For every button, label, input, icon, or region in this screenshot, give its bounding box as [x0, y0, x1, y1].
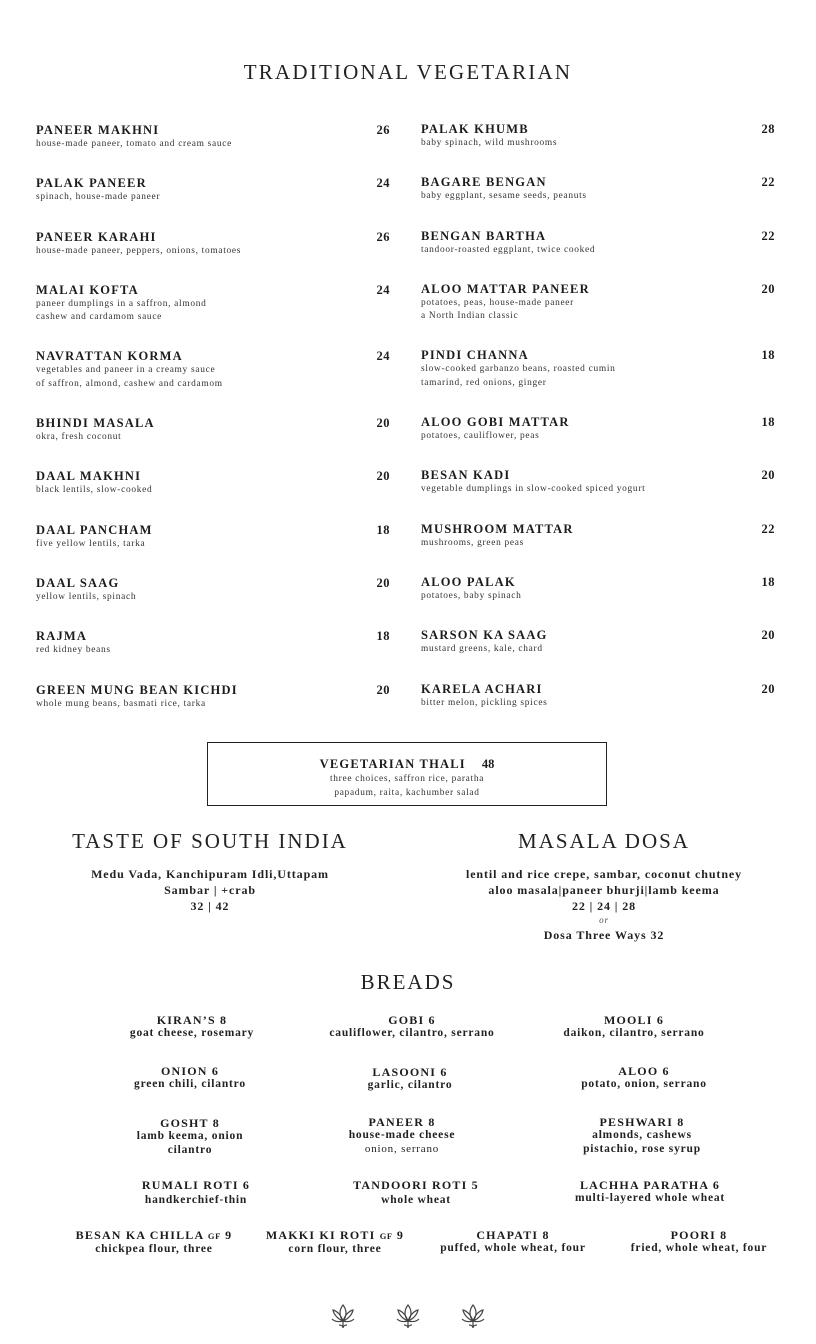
menu-item [421, 682, 775, 735]
menu-item [36, 629, 390, 682]
bread-desc: potato, onion, serrano [581, 1078, 707, 1090]
menu-item [36, 349, 390, 416]
item-desc: baby spinach, wild mushrooms [421, 138, 558, 148]
item-name: DAAL MAKHNI [36, 469, 142, 484]
menu-item [36, 416, 390, 469]
menu-item [421, 229, 775, 282]
bread-desc: multi-layered whole wheat [574, 1192, 726, 1204]
item-desc: red kidney beans [36, 645, 111, 656]
bread-item [538, 1178, 762, 1206]
thali-box [207, 742, 607, 806]
bread-price: 9 [396, 1228, 405, 1242]
section-line: aloo masala|paneer bhurji|lamb keema [488, 883, 720, 897]
bread-name: GOBI 6 [388, 1013, 436, 1027]
item-name: PANEER MAKHNI [36, 123, 160, 137]
menu-item [36, 230, 390, 283]
item-name: PINDI CHANNA [421, 348, 529, 363]
thali-name: VEGETARIAN THALI [319, 757, 466, 771]
item-desc: tamarind, red onions, ginger [421, 377, 547, 388]
bread-item [90, 1116, 290, 1157]
item-name: ALOO MATTAR PANEER [421, 281, 590, 296]
item-price: 20 [376, 469, 390, 484]
menu-item [421, 468, 775, 521]
bread-desc: handkerchief-thin [144, 1194, 248, 1206]
item-desc: a North Indian classic [421, 311, 519, 322]
bread-desc: fried, whole wheat, four [630, 1242, 768, 1254]
bread-item [252, 1228, 418, 1257]
bread-desc: pistachio, rose syrup [583, 1142, 701, 1155]
item-name: DAAL PANCHAM [36, 522, 153, 537]
bread-name: LACHHA PARATHA 6 [579, 1178, 721, 1192]
item-price: 20 [761, 681, 775, 696]
item-price: 20 [761, 628, 775, 643]
item-price: 24 [376, 282, 390, 297]
bread-name: TANDOORI ROTI 5 [353, 1178, 479, 1192]
item-desc: mushrooms, green peas [421, 537, 524, 548]
item-price: 22 [761, 521, 775, 536]
bread-name: CHAPATI 8 [476, 1228, 550, 1242]
item-desc: black lentils, slow-cooked [36, 485, 153, 496]
item-price: 18 [761, 415, 775, 430]
bread-item [534, 1013, 734, 1041]
bread-name: POORI 8 [670, 1228, 728, 1242]
menu-item [36, 523, 390, 576]
bread-item [542, 1115, 742, 1156]
gf-badge: GF [379, 1231, 393, 1241]
item-name: ALOO PALAK [421, 574, 516, 589]
bread-desc: house-made cheese [348, 1129, 456, 1141]
item-desc: whole mung beans, basmati rice, tarka [36, 698, 206, 709]
item-desc: of saffron, almond, cashew and cardamom [36, 378, 223, 389]
south-india-section [40, 829, 380, 914]
bread-desc: lamb keema, onion [136, 1130, 244, 1142]
bread-desc: daikon, cilantro, serrano [563, 1027, 705, 1039]
item-name: BESAN KADI [421, 468, 511, 483]
menu-column-right [421, 122, 775, 735]
bread-item [316, 1178, 516, 1208]
item-desc: okra, fresh coconut [36, 432, 122, 443]
bread-name: ALOO 6 [618, 1064, 670, 1078]
item-name: RAJMA [36, 629, 88, 644]
item-name: SARSON KA SAAG [421, 628, 548, 643]
bread-name: LASOONI 6 [372, 1065, 448, 1079]
item-price: 18 [761, 574, 775, 589]
section-line: 22 | 24 | 28 [571, 899, 637, 913]
bread-item [92, 1013, 292, 1041]
lotus-icon [331, 1303, 355, 1329]
item-name: BENGAN BARTHA [421, 228, 547, 243]
bread-name: GOSHT 8 [160, 1116, 220, 1130]
menu-item [36, 123, 390, 176]
bread-desc: whole wheat [381, 1194, 451, 1206]
item-name: NAVRATTAN KORMA [36, 349, 183, 364]
bread-item [420, 1228, 606, 1256]
item-price: 18 [761, 348, 775, 363]
bread-desc: almonds, cashews [592, 1129, 692, 1141]
item-price: 22 [761, 228, 775, 243]
menu-item [36, 576, 390, 629]
bread-name: KIRAN’S 8 [156, 1013, 228, 1027]
item-price: 20 [376, 682, 390, 697]
section-line: Sambar | +crab [164, 883, 256, 897]
bread-item [610, 1228, 788, 1256]
item-desc: five yellow lentils, tarka [36, 538, 146, 549]
item-desc: house-made paneer, peppers, onions, tomatoes [36, 245, 242, 256]
bread-desc: puffed, whole wheat, four [440, 1242, 586, 1254]
section-title: TASTE OF SOUTH INDIA [72, 829, 348, 853]
bread-item [296, 1013, 528, 1041]
bread-name: MAKKI KI ROTI [265, 1228, 376, 1242]
lotus-icon [396, 1303, 420, 1329]
menu-item [421, 348, 775, 415]
menu-item [36, 283, 390, 350]
bread-name: BESAN KA CHILLA [75, 1228, 204, 1242]
menu-item [36, 469, 390, 522]
bread-desc: cauliflower, cilantro, serrano [329, 1027, 495, 1039]
item-price: 28 [761, 122, 775, 136]
lotus-icon [461, 1303, 485, 1329]
breads-title: BREADS [360, 970, 456, 994]
bread-name: PESHWARI 8 [599, 1115, 685, 1129]
item-desc: potatoes, peas, house-made paneer [421, 297, 574, 308]
menu-item [421, 415, 775, 468]
item-desc: yellow lentils, spinach [36, 591, 137, 602]
item-price: 20 [761, 281, 775, 296]
gf-badge: GF [207, 1231, 221, 1241]
item-desc: spinach, house-made paneer [36, 192, 161, 203]
menu-item [36, 683, 390, 736]
bread-item [60, 1228, 248, 1257]
bread-item [92, 1064, 288, 1092]
item-desc: potatoes, baby spinach [421, 590, 522, 601]
item-price: 18 [376, 629, 390, 644]
menu-column-left [36, 123, 390, 736]
menu-item [421, 522, 775, 575]
menu-item [421, 122, 775, 175]
section-line: lentil and rice crepe, sambar, coconut chutney [465, 867, 743, 881]
item-desc: paneer dumplings in a saffron, almond [36, 298, 207, 309]
bread-name: PANEER 8 [368, 1115, 436, 1129]
thali-desc: papadum, raita, kachumber salad [334, 787, 480, 798]
menu-item [421, 175, 775, 228]
bread-desc: green chili, cilantro [134, 1078, 246, 1090]
item-name: GREEN MUNG BEAN KICHDI [36, 682, 238, 697]
item-desc: vegetables and paneer in a creamy sauce [36, 365, 216, 376]
bread-item [96, 1178, 296, 1208]
section-line: 32 | 42 [190, 899, 230, 913]
menu-item [36, 176, 390, 229]
menu-item [421, 282, 775, 349]
item-name: KARELA ACHARI [421, 681, 543, 696]
item-price: 18 [376, 522, 390, 537]
item-name: BAGARE BENGAN [421, 175, 547, 190]
bread-item [310, 1065, 510, 1093]
or-text: or [599, 915, 609, 925]
item-price: 26 [376, 123, 390, 137]
item-price: 20 [761, 468, 775, 483]
item-price: 26 [376, 229, 390, 244]
bread-name: ONION 6 [160, 1064, 220, 1078]
bread-desc: corn flour, three [288, 1243, 382, 1255]
menu-item [421, 628, 775, 681]
item-desc: tandoor-roasted eggplant, twice cooked [421, 244, 596, 255]
item-name: MALAI KOFTA [36, 282, 139, 297]
item-desc: potatoes, cauliflower, peas [421, 431, 540, 442]
bread-desc: goat cheese, rosemary [129, 1027, 255, 1039]
item-name: DAAL SAAG [36, 575, 120, 590]
bread-item [544, 1064, 744, 1092]
item-price: 24 [376, 349, 390, 364]
thali-price: 48 [481, 757, 495, 771]
item-desc: baby eggplant, sesame seeds, peanuts [421, 191, 587, 202]
bread-name: MOOLI 6 [603, 1013, 665, 1027]
item-desc: cashew and cardamom sauce [36, 312, 163, 323]
item-desc: slow-cooked garbanzo beans, roasted cumin [421, 364, 616, 375]
item-desc: house-made paneer, tomato and cream sauce [36, 139, 232, 149]
item-price: 22 [761, 175, 775, 190]
item-desc: bitter melon, pickling spices [421, 697, 548, 708]
item-name: PANEER KARAHI [36, 229, 157, 244]
thali-desc: three choices, saffron rice, paratha [329, 774, 485, 784]
bread-price: 9 [225, 1228, 233, 1242]
item-name: PALAK PANEER [36, 176, 147, 191]
page-title: TRADITIONAL VEGETARIAN [243, 60, 573, 84]
bread-desc: chickpea flour, three [95, 1243, 213, 1255]
item-name: PALAK KHUMB [421, 122, 529, 136]
bread-desc: garlic, cilantro [367, 1079, 453, 1091]
item-name: ALOO GOBI MATTAR [421, 415, 570, 430]
masala-dosa-section [424, 829, 784, 943]
item-desc: mustard greens, kale, chard [421, 644, 543, 655]
bread-name: RUMALI ROTI 6 [141, 1178, 251, 1192]
section-line: Dosa Three Ways 32 [543, 928, 665, 942]
section-line: Medu Vada, Kanchipuram Idli,Uttapam [91, 867, 329, 881]
section-title: MASALA DOSA [518, 829, 690, 853]
bread-desc: cilantro [167, 1143, 213, 1156]
item-desc: vegetable dumplings in slow-cooked spiced yogurt [421, 484, 646, 495]
item-name: BHINDI MASALA [36, 416, 155, 431]
item-price: 24 [376, 176, 390, 191]
menu-item [421, 575, 775, 628]
item-price: 20 [376, 416, 390, 431]
bread-item [302, 1115, 502, 1156]
bread-desc: onion, serrano [364, 1142, 440, 1155]
item-name: MUSHROOM MATTAR [421, 521, 574, 536]
item-price: 20 [376, 575, 390, 590]
